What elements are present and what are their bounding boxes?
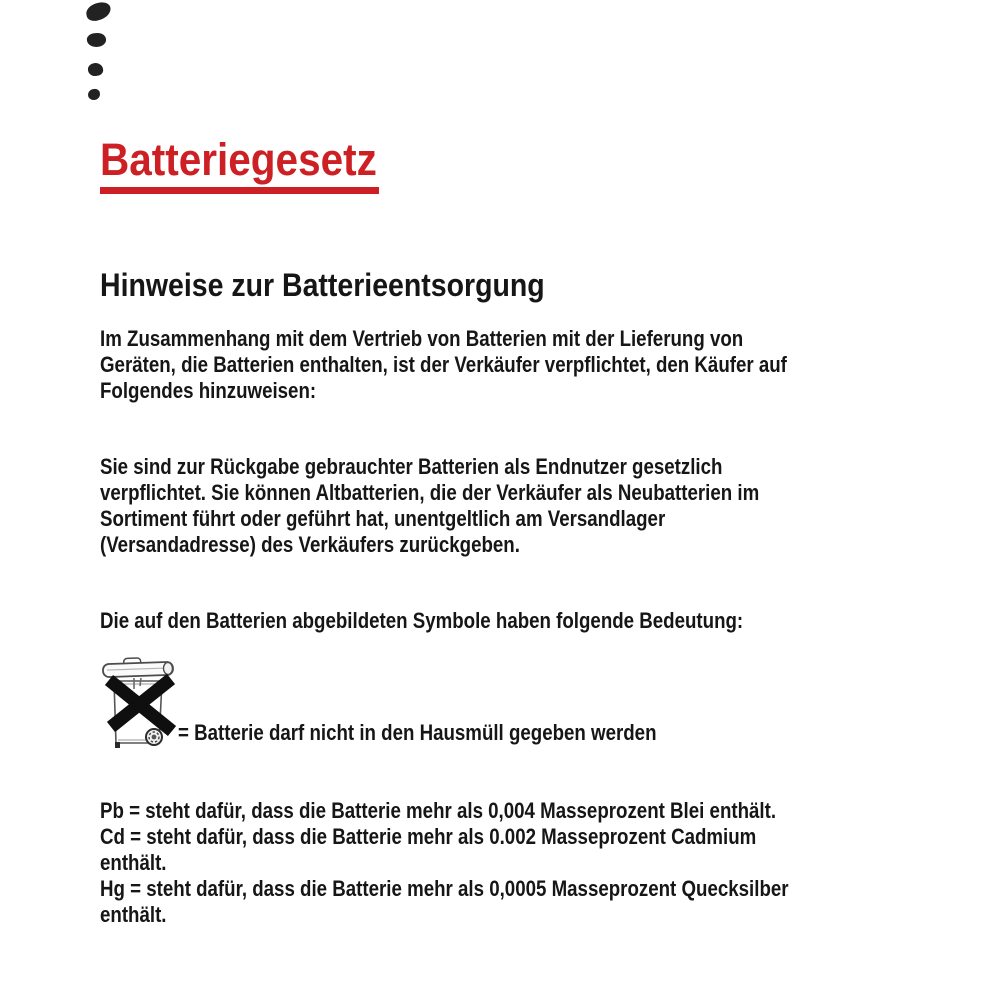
paragraph-line: Folgendes hinzuweisen: [100,378,317,403]
substance-thresholds-paragraph [100,798,789,928]
bin-symbol-caption: = Batterie darf nicht in den Hausmüll gegeben werden [178,720,657,745]
return-obligation-paragraph [100,454,759,558]
paragraph-line: Geräten, die Batterien enthalten, ist der Verkäufer verpflichtet, den Käufer auf [100,352,787,377]
paragraph-line: verpflichtet. Sie können Altbatterien, die der Verkäufer als Neubatterien im [100,480,760,505]
scan-artifact-mark [86,32,107,49]
paragraph-line: (Versandadresse) des Verkäufers zurückgeben. [100,532,520,557]
paragraph-line: Hg = steht dafür, dass die Batterie mehr als 0,0005 Masseprozent Quecksilber [100,876,789,901]
paragraph-line: Die auf den Batterien abgebildeten Symbole haben folgende Bedeutung: [100,608,744,633]
paragraph-line: Sie sind zur Rückgabe gebrauchter Batterien als Endnutzer gesetzlich [100,454,723,479]
paragraph-line: Sortiment führt oder geführt hat, unentgeltlich am Versandlager [100,506,666,531]
paragraph-line: enthält. [100,902,167,927]
paragraph-line: Cd = steht dafür, dass die Batterie mehr als 0.002 Masseprozent Cadmium [100,824,757,849]
symbols-intro-line [100,608,743,634]
page-title: Batteriegesetz [100,136,379,194]
crossed-out-wheelie-bin-icon [97,655,179,751]
intro-paragraph [100,326,787,404]
paragraph-line: Pb = steht dafür, dass die Batterie mehr als 0,004 Masseprozent Blei enthält. [100,798,777,823]
scan-artifact-mark [87,88,100,100]
section-heading: Hinweise zur Batterieentsorgung [100,267,545,303]
scan-artifact-mark [84,0,112,23]
paragraph-line: Im Zusammenhang mit dem Vertrieb von Batterien mit der Lieferung von [100,326,744,351]
page-title-wrap [100,136,379,194]
paragraph-line: enthält. [100,850,167,875]
scan-artifact-mark [87,62,104,77]
